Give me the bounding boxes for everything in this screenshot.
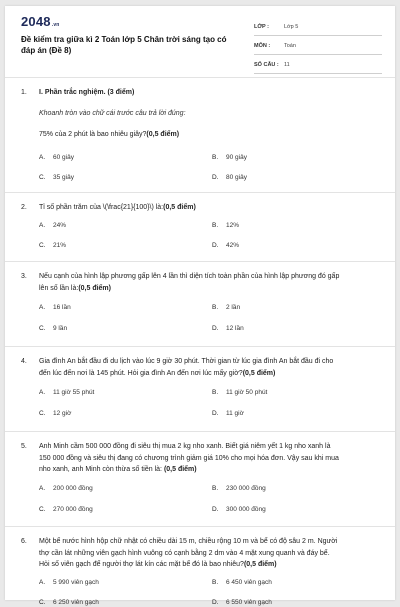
question-number: 4. [21, 358, 27, 365]
option-d[interactable]: D. 11 giờ [212, 410, 244, 417]
question-number: 3. [21, 273, 27, 280]
question-number: 1. [21, 89, 27, 96]
option-c[interactable]: C. 12 giờ [39, 410, 72, 417]
option-c[interactable]: C. 270 000 đồng [39, 506, 93, 513]
meta-value: 11 [284, 61, 290, 68]
option-b[interactable]: B. 6 450 viên gạch [212, 579, 272, 586]
exam-sheet [5, 6, 395, 606]
exam-title: Đề kiểm tra giữa kì 2 Toán lớp 5 Chân trời sáng tạo có đáp án (Đề 8) [21, 35, 227, 55]
option-a[interactable]: A. 24% [39, 222, 67, 229]
option-b[interactable]: B. 90 giây [212, 154, 247, 161]
question-1 [5, 77, 395, 192]
option-c[interactable]: C. 6 250 viên gạch [39, 599, 99, 606]
option-d[interactable]: D. 300 000 đồng [212, 506, 266, 513]
question-text: đến lúc đến nơi là 145 phút. Hỏi gia đình An đến nơi lúc mấy giờ?(0,5 điểm) [39, 369, 276, 377]
option-c[interactable]: C. 35 giây [39, 174, 74, 181]
option-b[interactable]: B. 230 000 đồng [212, 485, 266, 492]
meta-label: MÔN : [254, 42, 271, 49]
option-d[interactable]: D. 6 550 viên gạch [212, 599, 272, 606]
question-body [21, 441, 381, 476]
logo-suffix: .vn [51, 22, 60, 28]
meta-value: Lớp 5 [284, 23, 299, 30]
question-text: 150 000 đồng và siêu thị đang có chương trình giảm giá 10% cho mọi hóa đơn. Vậy sau khi mua [39, 454, 339, 462]
question-5 [5, 431, 395, 526]
question-text: 75% của 2 phút là bao nhiêu giây?(0,5 điểm) [39, 131, 180, 138]
option-d[interactable]: D. 80 giây [212, 174, 247, 181]
question-text: Anh Minh cầm 500 000 đồng đi siêu thị mua 2 kg nho xanh. Biết giá niêm yết 1 kg nho xanh là [39, 443, 331, 450]
meta-subject [254, 37, 382, 55]
option-d[interactable]: D. 12 lần [212, 325, 244, 332]
exam-header [5, 6, 395, 71]
section-heading: I. Phần trắc nghiệm. (3 điểm) [39, 89, 135, 96]
question-6 [5, 526, 395, 607]
question-text: lên số lần là:(0,5 điểm) [39, 284, 111, 292]
question-body [21, 202, 381, 214]
question-3 [5, 261, 395, 346]
meta-label: SỐ CÂU : [254, 61, 279, 68]
question-text: Tỉ số phần trăm của \(\frac{21}{100}\) là:(0,5 điểm) [39, 204, 196, 211]
question-text: Gia đình An bắt đầu đi du lịch vào lúc 9 giờ 30 phút. Thời gian từ lúc gia đình An bắt đầu đi cho [39, 358, 334, 365]
meta-label: LỚP : [254, 23, 269, 30]
option-d[interactable]: D. 42% [212, 242, 240, 249]
option-b[interactable]: B. 12% [212, 222, 240, 229]
question-text: Một bể nước hình hộp chữ nhật có chiều dài 15 m, chiều rộng 10 m và bể có độ sâu 2 m. Người [39, 538, 338, 545]
question-number: 2. [21, 204, 27, 211]
question-text: nho xanh, anh Minh còn thừa số tiền là: (0,5 điểm) [39, 466, 197, 473]
question-text: Hỏi số viên gạch để người thợ lát kín các mặt bể đó là bao nhiêu?(0,5 điểm) [39, 561, 277, 568]
logo-text: 2048 [21, 14, 51, 29]
question-body [21, 271, 381, 294]
option-c[interactable]: C. 9 lần [39, 325, 68, 332]
option-a[interactable]: A. 60 giây [39, 154, 74, 161]
meta-grade [254, 18, 382, 36]
question-body [21, 536, 381, 571]
option-a[interactable]: A. 200 000 đồng [39, 485, 93, 492]
question-body [21, 356, 381, 379]
exam-meta [254, 18, 382, 75]
option-a[interactable]: A. 11 giờ 55 phút [39, 389, 95, 396]
question-body [21, 87, 381, 141]
option-c[interactable]: C. 21% [39, 242, 67, 249]
question-2 [5, 192, 395, 261]
question-number: 5. [21, 443, 27, 450]
instruction-text: Khoanh tròn vào chữ cái trước câu trả lời đúng: [39, 110, 186, 117]
question-text: thợ cần lát những viên gạch hình vuông có cạnh bằng 2 dm vào 4 mặt xung quanh và đáy bể. [39, 549, 330, 557]
option-b[interactable]: B. 2 lần [212, 304, 241, 311]
question-number: 6. [21, 538, 27, 545]
option-a[interactable]: A. 16 lần [39, 304, 71, 311]
question-4 [5, 346, 395, 431]
site-logo[interactable] [21, 14, 60, 29]
meta-value: Toán [284, 42, 296, 49]
option-a[interactable]: A. 5 990 viên gạch [39, 579, 99, 586]
meta-question-count [254, 56, 382, 74]
question-text: Nếu cạnh của hình lập phương gấp lên 4 lần thì diện tích toàn phần của hình lập phương đó gấp [39, 273, 340, 280]
option-b[interactable]: B. 11 giờ 50 phút [212, 389, 268, 396]
